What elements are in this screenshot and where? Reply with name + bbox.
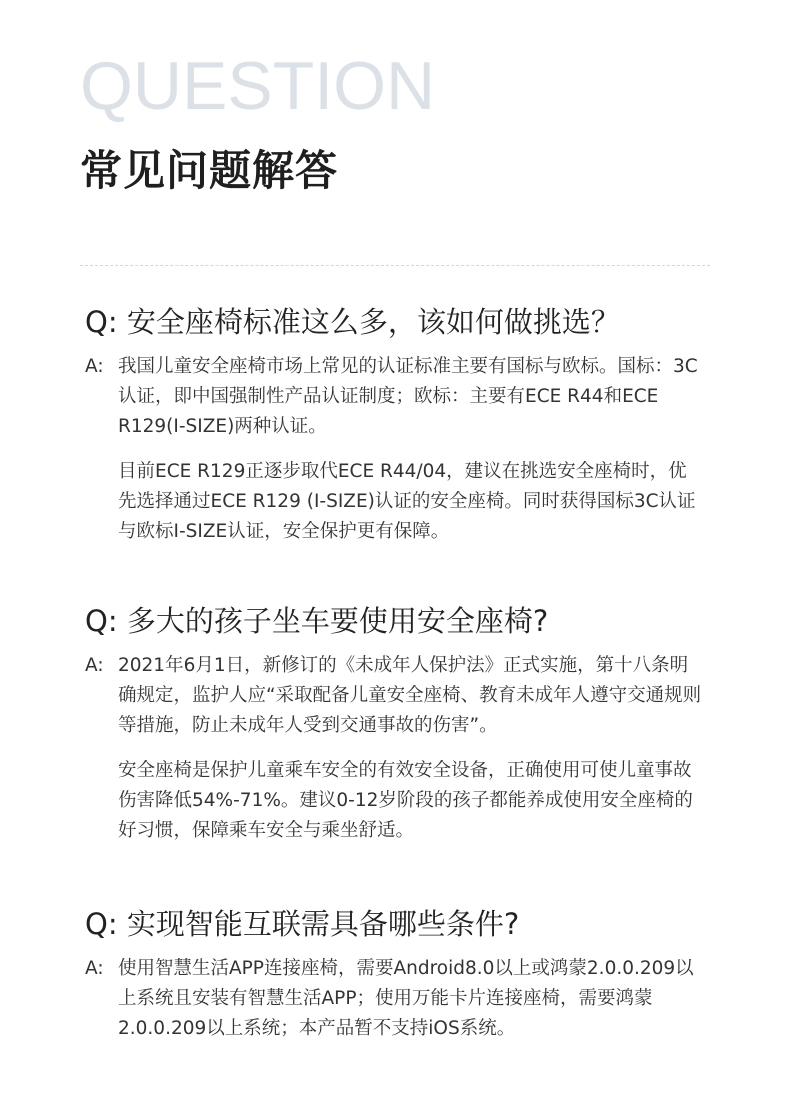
section-divider <box>80 265 710 266</box>
answer-paragraph: 使用智慧生活APP连接座椅，需要Android8.0以上或鸿蒙2.0.0.209以上系统且安装有智慧生活APP；使用万能卡片连接座椅，需要鸿蒙2.0.0.209以上系统；本产品暂不支持iOS系统。 <box>118 958 694 1039</box>
faq-question: Q: 安全座椅标准这么多，该如何做挑选？ <box>85 305 620 339</box>
answer-prefix: A: <box>85 655 104 676</box>
answer-body <box>118 651 705 846</box>
faq-answer <box>85 954 705 1044</box>
answer-paragraph: 目前ECE R129正逐步取代ECE R44/04，建议在挑选安全座椅时，优先选择通过ECE R129 (I-SIZE)认证的安全座椅。同时获得国标3C认证与欧标I-SIZE认证，安全保护更有保障。 <box>118 461 696 542</box>
faq-item <box>85 904 705 1044</box>
faq-answer <box>85 352 705 547</box>
answer-prefix: A: <box>85 356 104 377</box>
faq-item <box>85 601 705 846</box>
faq-item <box>85 302 705 547</box>
answer-body <box>118 954 705 1044</box>
faq-question: Q: 实现智能互联需具备哪些条件? <box>85 907 520 941</box>
answer-paragraph: 2021年6月1日，新修订的《未成年人保护法》正式实施，第十八条明确规定，监护人应“采取配备儿童安全座椅、教育未成年人遵守交通规则等措施，防止未成年人受到交通事故的伤害”。 <box>118 655 702 736</box>
faq-question: Q: 多大的孩子坐车要使用安全座椅? <box>85 604 549 638</box>
answer-paragraph: 我国儿童安全座椅市场上常见的认证标准主要有国标与欧标。国标：3C认证，即中国强制性产品认证制度；欧标：主要有ECE R44和ECE R129(I-SIZE)两种认证。 <box>118 356 698 437</box>
faq-answer <box>85 651 705 846</box>
answer-body <box>118 352 705 547</box>
page-title: 常见问题解答 <box>80 146 339 195</box>
question-watermark: QUESTION <box>80 48 436 124</box>
answer-prefix: A: <box>85 958 104 979</box>
answer-paragraph: 安全座椅是保护儿童乘车安全的有效安全设备，正确使用可使儿童事故伤害降低54%-71%。建议0-12岁阶段的孩子都能养成使用安全座椅的好习惯，保障乘车安全与乘坐舒适。 <box>118 760 693 841</box>
